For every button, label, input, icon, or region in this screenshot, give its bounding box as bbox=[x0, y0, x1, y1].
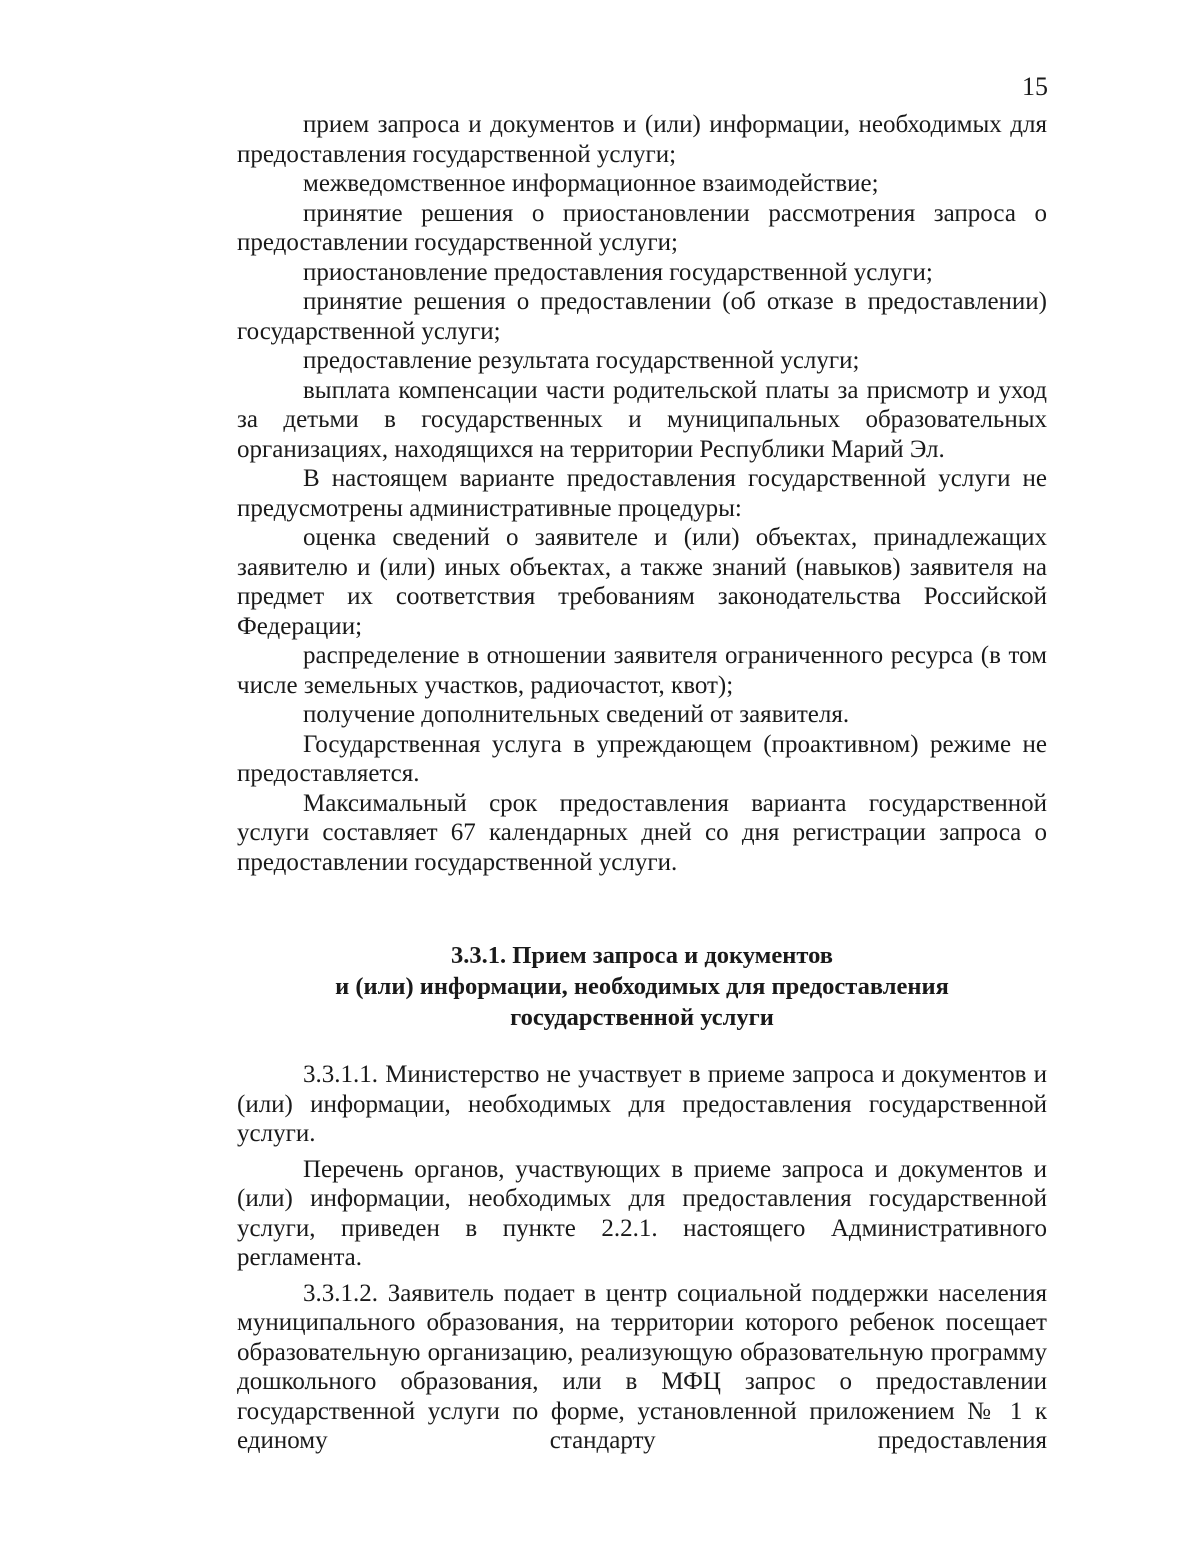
paragraph: Максимальный срок предоставления варианта государственной услуги составляет 67 календарных дней со дня регистрации запроса о предоставлении государственной услуги. bbox=[237, 789, 1047, 876]
paragraph: выплата компенсации части родительской платы за присмотр и уход за детьми в государственных и муниципальных образовательных организациях, находящихся на территории Республики Марий Эл. bbox=[237, 376, 1047, 463]
section-heading-line: 3.3.1. Прием запроса и документов bbox=[451, 942, 833, 969]
section-heading bbox=[237, 940, 1047, 1033]
paragraph: Государственная услуга в упреждающем (проактивном) режиме не предоставляется. bbox=[237, 730, 1047, 787]
paragraph: межведомственное информационное взаимодействие; bbox=[303, 170, 879, 197]
paragraph: оценка сведений о заявителе и (или) объектах, принадлежащих заявителю и (или) иных объектах, а также знаний (навыков) заявителя на предмет их соответствия требованиям законодательства Российской Федерации; bbox=[237, 524, 1047, 640]
paragraph: В настоящем варианте предоставления государственной услуги не предусмотрены административные процедуры: bbox=[237, 465, 1047, 522]
paragraph: получение дополнительных сведений от заявителя. bbox=[303, 701, 850, 728]
section-heading-line: государственной услуги bbox=[510, 1004, 774, 1031]
paragraph: распределение в отношении заявителя ограниченного ресурса (в том числе земельных участков, радиочастот, квот); bbox=[237, 642, 1047, 699]
paragraph: приостановление предоставления государственной услуги; bbox=[303, 258, 933, 286]
paragraph: принятие решения о предоставлении (об отказе в предоставлении) государственной услуги; bbox=[237, 288, 1047, 345]
paragraph: Перечень органов, участвующих в приеме запроса и документов и (или) информации, необходимых для предоставления государственной услуги, приведен в пункте 2.2.1. настоящего Административного регламента. bbox=[237, 1155, 1047, 1271]
page-number: 15 bbox=[1022, 72, 1048, 101]
paragraph: принятие решения о приостановлении рассмотрения запроса о предоставлении государственной услуги; bbox=[237, 199, 1047, 256]
procedures-list bbox=[237, 110, 1047, 877]
section-body bbox=[237, 1060, 1047, 1456]
paragraph: прием запроса и документов и (или) информации, необходимых для предоставления государственной услуги; bbox=[237, 111, 1047, 168]
paragraph: 3.3.1.2. Заявитель подает в центр социальной поддержки населения муниципального образования, на территории которого ребенок посещает образовательную организацию, реализующую образовательную программу дошкольного образования, или в МФЦ запрос о предоставлении государственной услуги по форме, установленной приложением № 1 к единому стандарту предоставления bbox=[237, 1279, 1047, 1454]
paragraph: предоставление результата государственной услуги; bbox=[303, 347, 860, 374]
paragraph: 3.3.1.1. Министерство не участвует в приеме запроса и документов и (или) информации, необходимых для предоставления государственной услуги. bbox=[237, 1061, 1047, 1147]
section-heading-line: и (или) информации, необходимых для предоставления bbox=[335, 973, 949, 1000]
